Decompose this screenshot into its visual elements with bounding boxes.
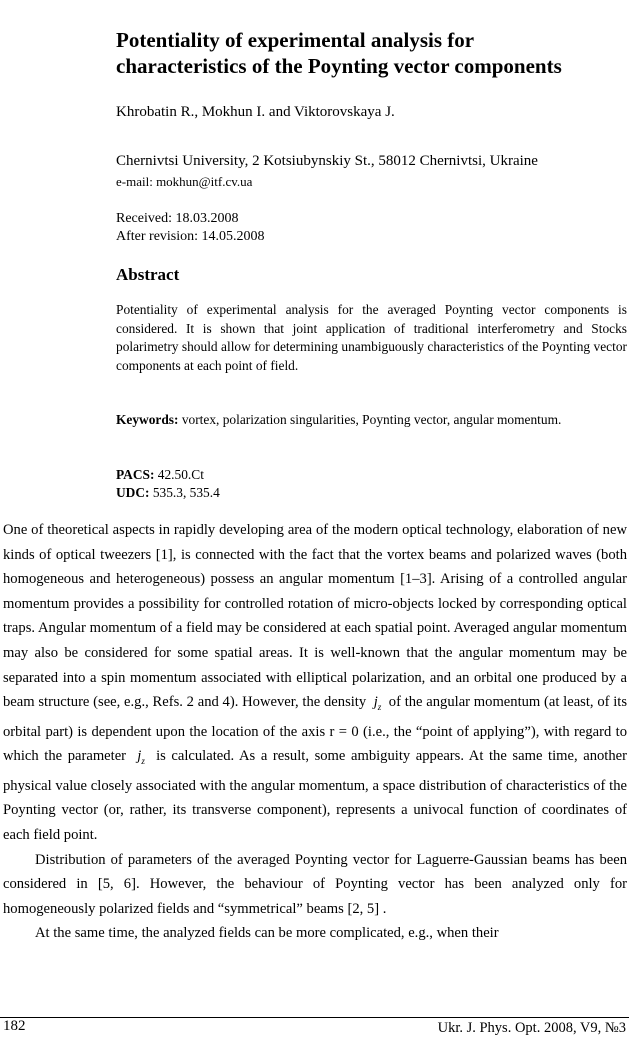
paragraph-2: Distribution of parameters of the averaged Poynting vector for Laguerre-Gaussian beams has been considered in [5, 6]. However, the behaviour of Poynting vector has been analyzed only for homogeneously polarized fields and “symmetrical” beams [2, 5] . (3, 851, 627, 917)
journal-reference: Ukr. J. Phys. Opt. 2008, V9, №3 (437, 1020, 626, 1036)
received-date: Received: 18.03.2008 (116, 211, 239, 226)
body-text (3, 518, 627, 946)
p1-part-c: (i.e., the “point of applying”), with regard to which the parameter (3, 723, 628, 765)
udc-label: UDC: (116, 485, 150, 500)
paper-title (116, 27, 616, 79)
authors: Khrobatin R., Mokhun I. and Viktorovskaya J. (116, 104, 395, 120)
udc-line (116, 484, 220, 502)
title-line-2: characteristics of the Poynting vector components (116, 54, 562, 78)
math-jz: $j_z$ (373, 694, 382, 713)
pacs-text: 42.50.Ct (154, 467, 204, 482)
p1-part-d: is calculated. As a result, some ambiguity appears. At the same time, another physical value closely associated with the angular momentum, a space distribution of characteristics of the Poynting vector (or, rather, its transverse component), represents a univocal function of coordinates of each field point. (3, 748, 627, 843)
affiliation: Chernivtsi University, 2 Kotsiubynskiy St., 58012 Chernivtsi, Ukraine (116, 153, 538, 169)
revised-date: After revision: 14.05.2008 (116, 229, 265, 244)
paragraph-3: At the same time, the analyzed fields can be more complicated, e.g., when their (35, 925, 499, 942)
keywords (116, 411, 586, 430)
pacs-label: PACS: (116, 467, 155, 482)
abstract-text: Potentiality of experimental analysis for the averaged Poynting vector components is considered. It is shown that joint application of traditional interferometry and Stocks polarimetry should allow for determining unambiguously characteristics of the Poynting vector components at each point of field. (116, 302, 627, 373)
p1-part-a: One of theoretical aspects in rapidly developing area of the modern optical technology, elaboration of new kinds of optical tweezers [1], is connected with the fact that the vortex beams and polarized waves (both homogeneous and heterogeneous) possess an angular momentum [1–3]. Arising of a controlled angular momentum provides a possibility for controlled rotation of micro-objects locked by corresponding optical traps. Angular momentum of a field may be considered at each spatial point. Averaged angular momentum may also be considered for some spatial areas. It is well-known that the angular momentum may be separated into a spin momentum associated with elliptical polarization, and an orbital one produced by a beam structure (see, e.g., Refs. 2 and 4). However, the density (3, 522, 627, 711)
classification (116, 466, 220, 502)
math-r0: r = 0 (329, 723, 359, 740)
footer-divider (0, 1017, 629, 1018)
math-jz-2: $j_z$ (137, 748, 145, 767)
page-number: 182 (3, 1018, 26, 1034)
dates (116, 210, 265, 246)
pacs-line (116, 466, 220, 484)
udc-text: 535.3, 535.4 (149, 485, 220, 500)
p1-part-b: of the angular momentum (at least, of its orbital part) is dependent upon the location of the axis (3, 694, 628, 740)
title-line-1: Potentiality of experimental analysis for (116, 28, 475, 52)
abstract-heading: Abstract (116, 265, 180, 284)
paragraph-1 (3, 518, 627, 848)
keywords-text: vortex, polarization singularities, Poynting vector, angular momentum. (178, 412, 562, 427)
email: e-mail: mokhun@itf.cv.ua (116, 174, 253, 189)
keywords-label: Keywords: (116, 412, 179, 427)
